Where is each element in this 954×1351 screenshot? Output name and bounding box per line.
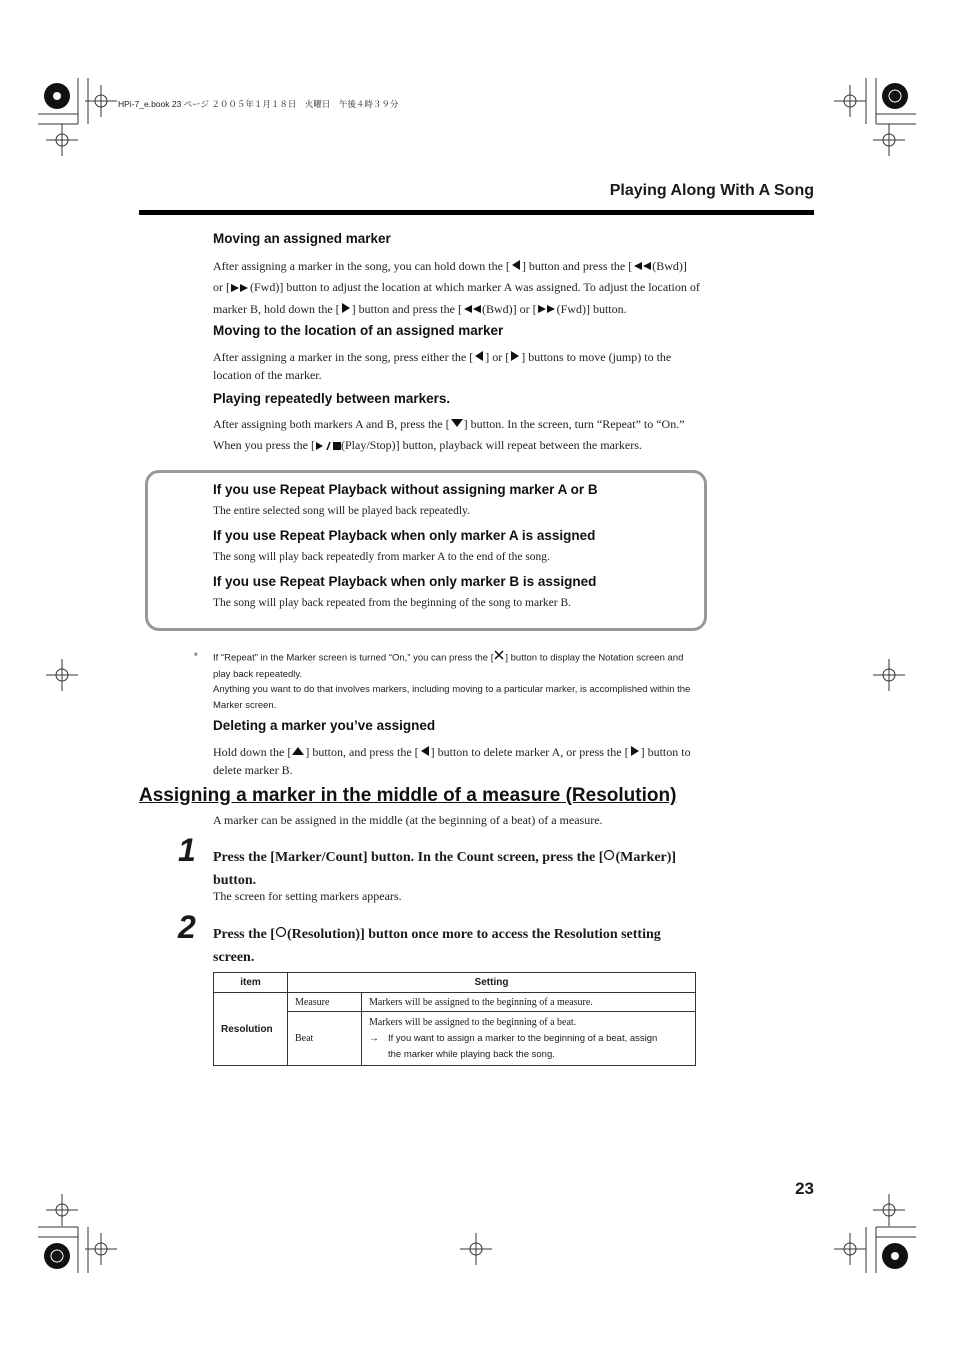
arrow-icon: →: [369, 1033, 379, 1044]
section-title-moving-location: Moving to the location of an assigned marker: [213, 323, 504, 338]
step-number: 2: [178, 909, 196, 945]
down-triangle-icon: [450, 415, 464, 435]
right-triangle-icon: [340, 300, 352, 320]
section-body-moving-marker: After assigning a marker in the song, you can hold down the [ ] button and press the [ (Bwd)] or [ (Fwd)] button to adjust the location at which marker A was assigned. To adjust the location of marker B, hold down the [ ] button and press the [ (Bwd)] or [ (Fwd)] button.: [213, 256, 753, 320]
section-title-moving-marker: Moving an assigned marker: [213, 231, 391, 246]
right-triangle-icon: [509, 350, 521, 367]
step-number: 1: [178, 832, 196, 868]
table-item-cell: Resolution: [214, 993, 288, 1066]
left-triangle-icon: [419, 745, 431, 762]
info-box-content: [213, 482, 693, 612]
rewind-icon: [462, 300, 482, 320]
section-body-playing-repeat: After assigning both markers A and B, press the [ ] button. In the screen, turn “Repeat” to “On.” When you press the [ (Play/Stop)] button, playback will repeat between the markers.: [213, 414, 753, 457]
up-triangle-icon: [291, 745, 305, 762]
info-item-title: If you use Repeat Playback when only marker B is assigned: [213, 574, 597, 589]
table-row-note: If you want to assign a marker to the beginning of a beat, assign: [388, 1033, 658, 1044]
table-row-desc-cell: [362, 1012, 696, 1066]
fast-forward-icon: [230, 279, 250, 299]
file-header: HPi-7_e.book 23 ページ ２００５年１月１８日 火曜日 午後４時３９分: [118, 99, 399, 109]
table-header-setting: Setting: [288, 973, 696, 993]
table-row-desc: Markers will be assigned to the beginning of a measure.: [362, 993, 696, 1012]
info-item-text: The song will play back repeatedly from marker A to the end of the song.: [213, 551, 550, 563]
step-text: Press the [ (Resolution)] button once more to access the Resolution setting screen.: [213, 923, 753, 969]
table-row-note: the marker while playing back the song.: [388, 1048, 555, 1060]
table-row-desc: Markers will be assigned to the beginning of a beat.: [369, 1017, 577, 1028]
step-text: Press the [Marker/Count] button. In the Count screen, press the [ (Marker)] button.: [213, 846, 753, 892]
info-item-title: If you use Repeat Playback without assigning marker A or B: [213, 482, 598, 497]
circle-button-icon: [275, 923, 287, 946]
section-title-playing-repeat: Playing repeatedly between markers.: [213, 391, 451, 406]
section-title-deleting: Deleting a marker you’ve assigned: [213, 718, 436, 733]
resolution-table: [213, 972, 696, 1066]
info-item-text: The song will play back repeated from the beginning of the song to marker B.: [213, 597, 571, 609]
note-bullet: *: [194, 651, 198, 662]
note-text: If “Repeat” in the Marker screen is turned “On,” you can press the [ ] button to display the Notation screen and play back repeatedly. Anything you want to do that involves markers, including moving to a particular marker, is accomplished within the Marker screen.: [213, 649, 753, 713]
section-heading-resolution: Assigning a marker in the middle of a measure (Resolution): [139, 785, 677, 806]
left-triangle-icon: [510, 257, 522, 277]
fast-forward-icon: [537, 300, 557, 320]
table-row-name: Beat: [288, 1012, 362, 1066]
table-row-name: Measure: [288, 993, 362, 1012]
page-number: 23: [795, 1179, 814, 1198]
resolution-intro: A marker can be assigned in the middle (at the beginning of a beat) of a measure.: [213, 813, 603, 827]
rewind-icon: [632, 257, 652, 277]
right-triangle-icon: [629, 745, 641, 762]
info-item-title: If you use Repeat Playback when only marker A is assigned: [213, 528, 596, 543]
running-header: Playing Along With A Song: [609, 182, 814, 199]
play-stop-icon: [315, 437, 341, 457]
section-body-deleting: Hold down the [ ] button, and press the [ ] button to delete marker A, or press the [ ] button to delete marker B.: [213, 745, 691, 777]
header-rule: [139, 210, 814, 215]
table-header-item: item: [214, 973, 288, 993]
left-triangle-icon: [473, 350, 485, 367]
info-item-text: The entire selected song will be played back repeatedly.: [213, 505, 470, 517]
section-body-moving-location: After assigning a marker in the song, press either the [ ] or [ ] buttons to move (jump) to the location of the marker.: [213, 350, 672, 382]
x-button-icon: [493, 649, 505, 667]
step-sub-text: The screen for setting markers appears.: [213, 889, 402, 903]
circle-button-icon: [603, 846, 615, 869]
